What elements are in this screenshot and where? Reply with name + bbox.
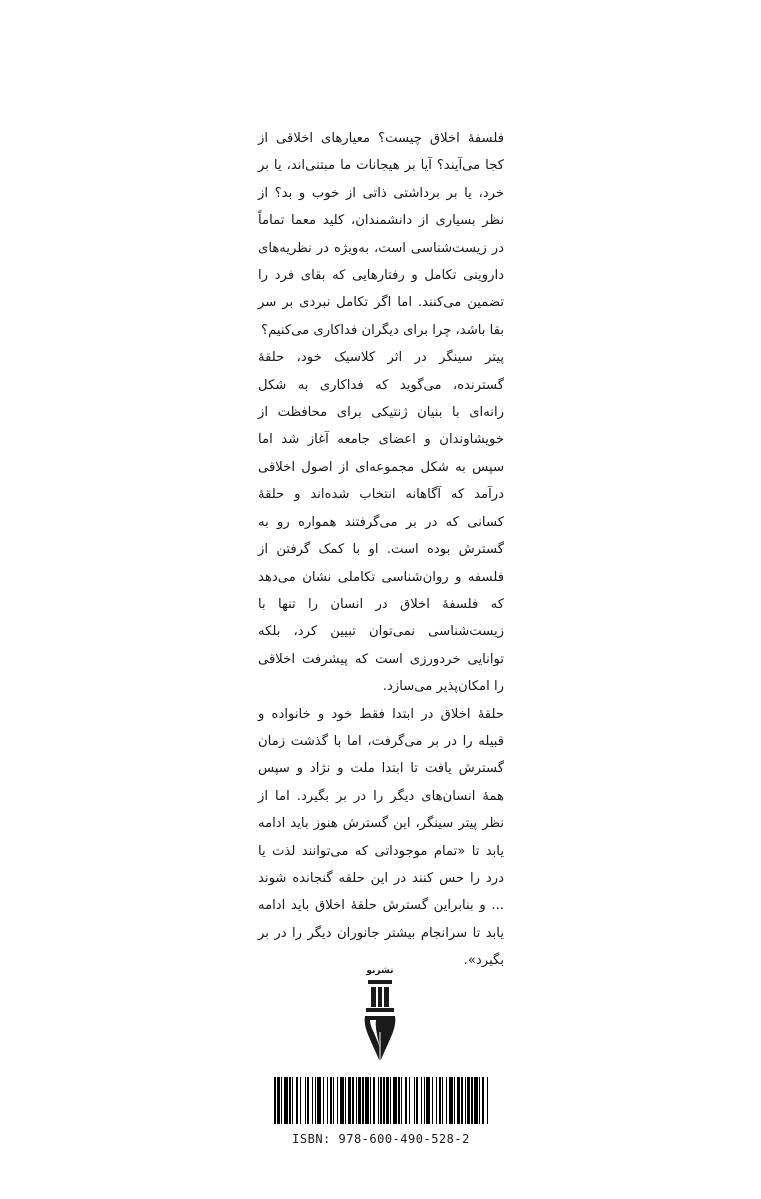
barcode-bar	[457, 1077, 460, 1124]
barcode-bar	[358, 1077, 361, 1124]
barcode-bar	[474, 1077, 478, 1124]
barcode-bar	[439, 1077, 441, 1124]
barcode-bar	[467, 1077, 470, 1124]
barcode-bar	[436, 1077, 437, 1124]
barcode-bar	[289, 1077, 291, 1124]
barcode-bar	[365, 1077, 369, 1124]
barcode-bar	[337, 1077, 338, 1124]
barcode-bar	[426, 1077, 430, 1124]
barcode-bar	[345, 1077, 346, 1124]
barcode-bar	[340, 1077, 344, 1124]
paragraph-singer-argument: پیتر سینگر در اثر کلاسیک خود، حلقهٔ گسترنده، می‌گوید که فداکاری به شکل رانه‌ای با بنیان ژنتیکی برای محافظت از خویشاوندان و اعضای جامعه آغاز شد اما سپس به شکل مجموعه‌ای از اصول اخلاقی درآمد که آگاهانه انتخاب شده‌اند و حلقهٔ کسانی که در بر می‌گرفتند همواره رو به گسترش بوده است. او با کمک گرفتن از فلسفه و روان‌شناسی تکاملی نشان می‌دهد که فلسفهٔ اخلاق در انسان را تنها با زیست‌شناسی نمی‌توان تبیین کرد، بلکه توانایی خردورزی است که پیشرفت اخلاقی را امکان‌پذیر می‌سازد.	[258, 350, 504, 695]
barcode-bar	[454, 1077, 455, 1124]
barcode-bar	[380, 1077, 382, 1124]
barcode-bar	[393, 1077, 397, 1124]
barcode-bar	[465, 1077, 466, 1124]
barcode-bar	[421, 1077, 422, 1124]
barcode-bar	[307, 1077, 309, 1124]
barcode-bar	[449, 1077, 453, 1124]
barcode-bar	[442, 1077, 443, 1124]
barcode-bar	[281, 1077, 282, 1124]
barcode-bar	[479, 1077, 480, 1124]
barcode-bar	[333, 1077, 334, 1124]
barcode-bar	[274, 1077, 276, 1124]
barcode-bar	[482, 1077, 484, 1124]
barcode-bar	[390, 1077, 391, 1124]
barcode-bar	[323, 1077, 324, 1124]
publisher-logo-text: نشرنو	[366, 966, 394, 976]
barcode-bar	[327, 1077, 328, 1124]
barcode-bar	[373, 1077, 375, 1124]
barcode-bar	[398, 1077, 400, 1124]
barcode-bar	[284, 1077, 288, 1124]
barcode-bar	[352, 1077, 354, 1124]
barcode-bar	[487, 1077, 488, 1124]
publisher-logo	[356, 966, 404, 1066]
barcode-bar	[312, 1077, 313, 1124]
paragraph-intro: فلسفهٔ اخلاق چیست؟ معیارهای اخلاقی از کجا می‌آیند؟ آیا بر هیجانات ما مبتنی‌اند، یا بر خرد، یا بر برداشتی ذاتی از خوب و بد؟ از نظر بسیاری از دانشمندان، کلید معما تماماً در زیست‌شناسی است، به‌ویژه در نظریه‌های داروینی تکامل و رفتارهایی که بقای فرد را تضمین می‌کنند. اما اگر تکامل نبردی بر سر بقا باشد، چرا برای دیگران فداکاری می‌کنیم؟	[258, 131, 504, 338]
pen-nib-icon	[356, 978, 404, 1064]
barcode-bar	[386, 1077, 389, 1124]
paragraph-expanding-circle: حلقهٔ اخلاق در ابتدا فقط خود و خانواده و قبیله را در بر می‌گرفت، اما با گذشت زمان گسترش یافت تا ابتدا ملت و نژاد و سپس همهٔ انسان‌های دیگر را در بر بگیرد. اما از نظر پیتر سینگر، این گسترش هنوز باید ادامه یابد تا «تمام موجوداتی که می‌توانند لذت یا درد را حس کنند در این حلقه گنجانده شوند ... و بنابراین گسترش حلقهٔ اخلاق باید ادامه یابد تا سرانجام بیشتر جانوران دیگر را در بر بگیرد».	[258, 706, 504, 969]
barcode-bar	[305, 1077, 306, 1124]
barcode-bar	[401, 1077, 402, 1124]
barcode-bar	[315, 1077, 316, 1124]
barcode-bar	[471, 1077, 473, 1124]
barcode-bar	[330, 1077, 332, 1124]
barcode-bar	[414, 1077, 415, 1124]
barcode-bar	[424, 1077, 425, 1124]
barcode-bar	[432, 1077, 433, 1124]
barcode-bar	[300, 1077, 301, 1124]
barcode-bar	[348, 1077, 351, 1124]
back-cover-text	[258, 125, 504, 975]
barcode-bar	[378, 1077, 379, 1124]
barcode-bar	[405, 1077, 407, 1124]
isbn-barcode	[272, 1077, 490, 1124]
barcode-bar	[383, 1077, 385, 1124]
barcode-bar	[356, 1077, 357, 1124]
barcode-bar	[277, 1077, 280, 1124]
barcode-bar	[370, 1077, 371, 1124]
barcode-bar	[296, 1077, 298, 1124]
barcode-bar	[461, 1077, 463, 1124]
barcode-bar	[446, 1077, 447, 1124]
isbn-text: ISBN: 978-600-490-528-2	[292, 1132, 470, 1146]
barcode-bar	[409, 1077, 410, 1124]
barcode-bar	[416, 1077, 418, 1124]
barcode-bar	[292, 1077, 293, 1124]
barcode-bar	[362, 1077, 364, 1124]
barcode-bar	[317, 1077, 321, 1124]
